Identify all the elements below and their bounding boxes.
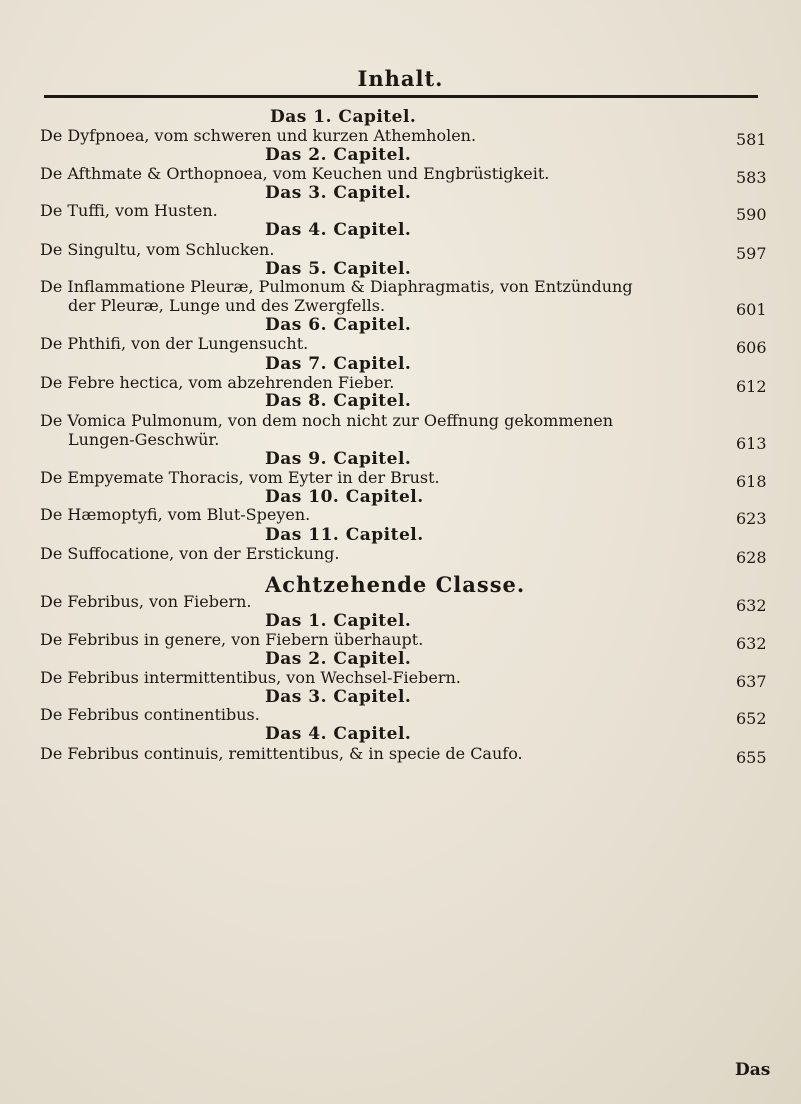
entry-text: De Febribus intermittentibus, von Wechsel-Fiebern. [40, 668, 461, 687]
page-header: Inhalt. [357, 66, 444, 91]
chapter-heading: Das 11. Capitel. [265, 525, 424, 545]
chapter-heading: Das 4. Capitel. [265, 724, 412, 744]
page-number: 601 [736, 300, 767, 319]
entry-text: De Tuffi, vom Husten. [40, 201, 218, 220]
page-number: 581 [736, 130, 767, 149]
page-number: 652 [736, 709, 767, 728]
catchword: Das [735, 1060, 771, 1080]
chapter-heading: Das 3. Capitel. [265, 183, 412, 203]
entry-text: De Inflammatione Pleuræ, Pulmonum & Diaphragmatis, von Entzündung [40, 277, 633, 296]
class-heading: Achtzehende Classe. [265, 572, 526, 597]
chapter-heading: Das 10. Capitel. [265, 487, 424, 507]
chapter-heading: Das 2. Capitel. [265, 649, 412, 669]
header-rule [44, 95, 758, 98]
page-number: 606 [736, 338, 767, 357]
page-number: 623 [736, 509, 767, 528]
chapter-heading: Das 3. Capitel. [265, 687, 412, 707]
page-number: 628 [736, 548, 767, 567]
entry-text: De Suffocatione, von der Erstickung. [40, 544, 340, 563]
chapter-heading: Das 9. Capitel. [265, 449, 412, 469]
chapter-heading: Das 6. Capitel. [265, 315, 412, 335]
entry-text: De Afthmate & Orthopnoea, vom Keuchen und Engbrüstigkeit. [40, 164, 550, 183]
entry-text: De Febribus, von Fiebern. [40, 592, 252, 611]
page-number: 637 [736, 672, 767, 691]
entry-text: Lungen-Geschwür. [68, 430, 220, 449]
page-number: 583 [736, 168, 767, 187]
entry-text: De Hæmoptyfi, vom Blut-Speyen. [40, 505, 311, 524]
page-number: 590 [736, 205, 767, 224]
entry-text: der Pleuræ, Lunge und des Zwergfells. [68, 296, 386, 315]
entry-text: De Phthifi, von der Lungensucht. [40, 334, 309, 353]
entry-text: De Empyemate Thoracis, vom Eyter in der Brust. [40, 468, 440, 487]
entry-text: De Singultu, vom Schlucken. [40, 240, 275, 259]
entry-text: De Febre hectica, vom abzehrenden Fieber. [40, 373, 395, 392]
chapter-heading: Das 1. Capitel. [270, 107, 417, 127]
entry-text: De Dyfpnoea, vom schweren und kurzen Athemholen. [40, 126, 477, 145]
chapter-heading: Das 8. Capitel. [265, 391, 412, 411]
entry-text: De Febribus continuis, remittentibus, & in specie de Caufo. [40, 744, 523, 763]
entry-text: De Vomica Pulmonum, von dem noch nicht zur Oeffnung gekommenen [40, 411, 614, 430]
chapter-heading: Das 5. Capitel. [265, 259, 412, 279]
chapter-heading: Das 7. Capitel. [265, 354, 412, 374]
chapter-heading: Das 2. Capitel. [265, 145, 412, 165]
chapter-heading: Das 1. Capitel. [265, 611, 412, 631]
page-number: 655 [736, 748, 767, 767]
entry-text: De Febribus continentibus. [40, 705, 260, 724]
chapter-heading: Das 4. Capitel. [265, 220, 412, 240]
page-number: 632 [736, 596, 767, 615]
page-number: 632 [736, 634, 767, 653]
page-number: 612 [736, 377, 767, 396]
page-number: 613 [736, 434, 767, 453]
entry-text: De Febribus in genere, von Fiebern überhaupt. [40, 630, 424, 649]
page-number: 618 [736, 472, 767, 491]
page-number: 597 [736, 244, 767, 263]
